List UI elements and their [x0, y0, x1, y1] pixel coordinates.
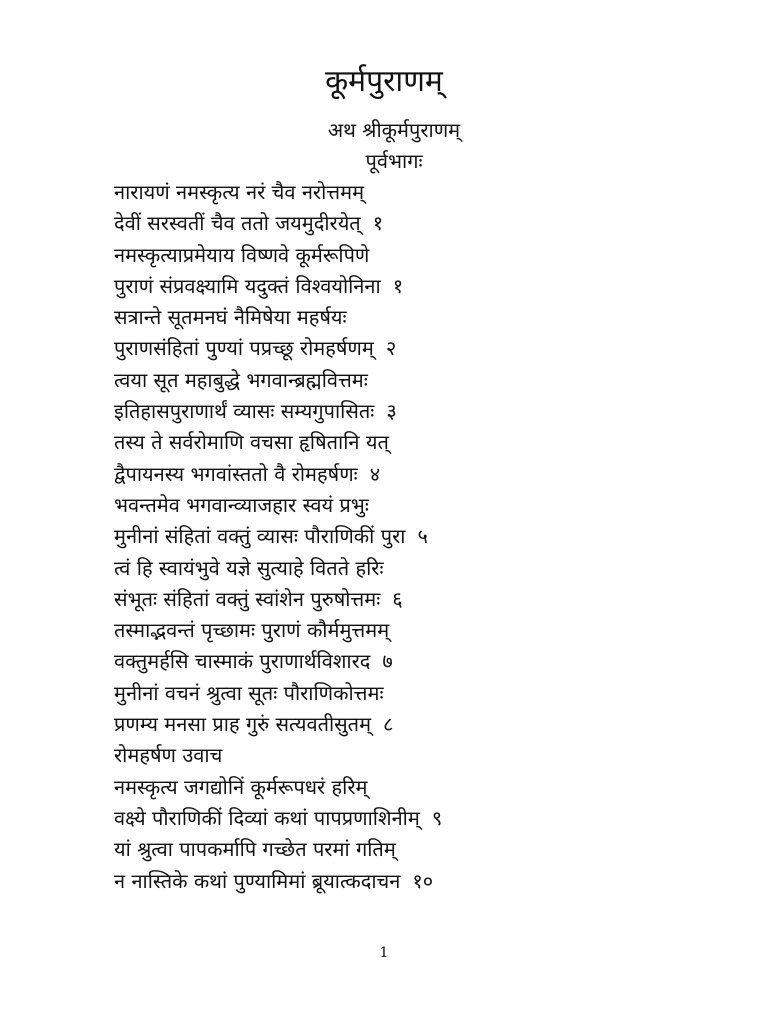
verse-line [114, 646, 734, 677]
verse-text: यां श्रुत्वा पापकर्मापि गच्छेत परमां गतिम् [114, 837, 396, 862]
verse-number: ३ [386, 399, 397, 424]
verse-list [114, 177, 734, 897]
verse-text: मुनीनां वचनं श्रुत्वा सूतः पौराणिकोत्तमः [114, 680, 384, 705]
verse-text: भवन्तमेव भगवान्व्याजहार स्वयं प्रभुः [114, 492, 369, 517]
section-heading: पूर्वभागः [365, 149, 423, 173]
verse-text: रोमहर्षण उवाच [114, 743, 223, 768]
speaker-heading [114, 740, 734, 771]
verse-line [114, 396, 734, 427]
verse-line [114, 459, 734, 490]
verse-line [114, 427, 734, 458]
verse-text: वक्ष्ये पौराणिकीं दिव्यां कथां पापप्रणाशिनीम् [114, 805, 420, 830]
verse-line [114, 271, 734, 302]
verse-line [114, 834, 734, 865]
page-number: 1 [379, 945, 389, 961]
page-title-text: कूर्मपुराणम् [325, 64, 443, 99]
verse-line [114, 803, 734, 834]
verse-line [114, 615, 734, 646]
verse-line [114, 866, 734, 897]
verse-number: १ [392, 273, 404, 298]
verse-line [114, 208, 734, 239]
verse-line [114, 490, 734, 521]
verse-line [114, 772, 734, 803]
verse-line [114, 302, 734, 333]
verse-line [114, 240, 734, 271]
page-title [0, 60, 768, 104]
verse-text: प्रणम्य मनसा प्राह गुरुं सत्यवतीसुतम् [114, 712, 372, 737]
verse-text: पुराणं संप्रवक्ष्यामि यदुक्तं विश्वयोनिना [114, 273, 381, 298]
verse-text: संभूतः संहितां वक्तुं स्वांशेन पुरुषोत्तमः [114, 586, 381, 611]
verse-text: नमस्कृत्य जगद्योनिं कूर्मरूपधरं हरिम् [114, 774, 368, 799]
verse-number: ४ [369, 461, 381, 486]
verse-number: ९ [431, 805, 443, 830]
verse-number: ६ [392, 586, 403, 611]
verse-line [114, 365, 734, 396]
verse-line [114, 553, 734, 584]
verse-line [114, 709, 734, 740]
verse-text: नमस्कृत्याप्रमेयाय विष्णवे कूर्मरूपिणे [114, 242, 370, 267]
verse-number: ७ [382, 649, 393, 674]
verse-text: मुनीनां संहितां वक्तुं व्यासः पौराणिकीं पुरा [114, 524, 406, 549]
verse-text: देवीं सरस्वतीं चैव ततो जयमुदीरयेत् [114, 211, 361, 236]
verse-line [114, 521, 734, 552]
verse-text: न नास्तिके कथां पुण्यामिमां ब्रूयात्कदाचन [114, 868, 401, 893]
verse-number: १० [412, 868, 434, 893]
verse-text: त्वं हि स्वायंभुवे यज्ञे सुत्याहे वितते हरिः [114, 555, 384, 580]
subtitle: अथ श्रीकूर्मपुराणम् [327, 118, 461, 142]
verse-text: इतिहासपुराणार्थं व्यासः सम्यगुपासितः [114, 399, 375, 424]
verse-text: तस्माद्भवन्तं पृच्छामः पुराणं कौर्ममुत्तमम् [114, 618, 390, 643]
verse-number: २ [385, 336, 397, 361]
verse-line [114, 678, 734, 709]
verse-number: ८ [383, 712, 394, 737]
verse-text: द्वैपायनस्य भगवांस्ततो वै रोमहर्षणः [114, 461, 358, 486]
verse-text: नारायणं नमस्कृत्य नरं चैव नरोत्तमम् [114, 180, 365, 204]
verse-line [114, 333, 734, 364]
verse-text: वक्तुमर्हसि चास्माकं पुराणार्थविशारद [114, 649, 371, 674]
verse-text: त्वया सूत महाबुद्धे भगवान्ब्रह्मवित्तमः [114, 367, 368, 392]
verse-line [114, 584, 734, 615]
verse-number: ५ [417, 524, 428, 549]
verse-text: सत्रान्ते सूतमनघं नैमिषेया महर्षयः [114, 305, 347, 330]
verse-text: तस्य ते सर्वरोमाणि वचसा हृषितानि यत् [114, 430, 389, 455]
verse-line [114, 177, 734, 208]
verse-number: १ [372, 211, 384, 236]
verse-text: पुराणसंहितां पुण्यां पप्रच्छू रोमहर्षणम् [114, 336, 374, 361]
